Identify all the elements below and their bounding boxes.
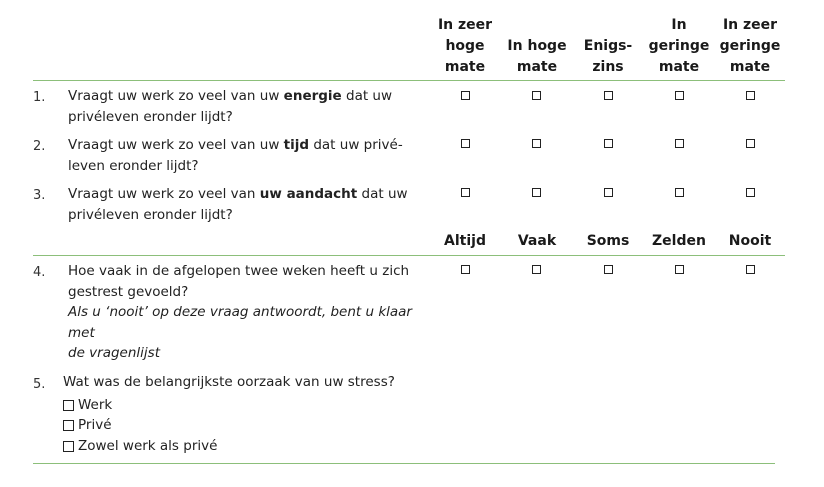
- header-zelden: Zelden: [652, 233, 706, 249]
- header-enigszins: Enigs- zins: [583, 38, 633, 75]
- q2-option-in-geringe-mate[interactable]: [675, 139, 684, 148]
- q1-option-in-geringe-mate[interactable]: [675, 91, 684, 100]
- question-5-number: 5.: [33, 377, 46, 392]
- q4-option-nooit[interactable]: [746, 265, 755, 274]
- question-2-number: 2.: [33, 139, 46, 154]
- header-soms: Soms: [586, 233, 630, 249]
- checkbox-icon[interactable]: [63, 420, 74, 431]
- q2-option-in-hoge-mate[interactable]: [532, 139, 541, 148]
- q1-option-in-hoge-mate[interactable]: [532, 91, 541, 100]
- header-in-hoge-mate: In hoge mate: [507, 38, 567, 75]
- checkbox-icon[interactable]: [63, 400, 74, 411]
- q2-option-in-zeer-geringe-mate[interactable]: [746, 139, 755, 148]
- header-in-zeer-geringe-mate: In zeer geringe mate: [719, 17, 781, 75]
- header-altijd: Altijd: [444, 233, 486, 249]
- question-1-text: Vraagt uw werk zo veel van uw energie dat uw privéleven eronder lijdt?: [68, 88, 393, 125]
- q3-option-enigszins[interactable]: [604, 188, 613, 197]
- header-vaak: Vaak: [517, 233, 557, 249]
- rule-bottom: [33, 463, 775, 464]
- header-in-zeer-hoge-mate: In zeer hoge mate: [437, 17, 493, 75]
- q5-option-werk-en-prive[interactable]: Zowel werk als privé: [63, 436, 217, 456]
- q2-option-in-zeer-hoge-mate[interactable]: [461, 139, 470, 148]
- question-4-text: Hoe vaak in de afgelopen twee weken heeft u zich gestrest gevoeld? Als u ‘nooit’ op deze vraag antwoordt, bent u klaar met de vragenlijst: [68, 261, 428, 364]
- question-2-text: Vraagt uw werk zo veel van uw tijd dat uw privé- leven eronder lijdt?: [68, 137, 403, 174]
- q3-option-in-zeer-geringe-mate[interactable]: [746, 188, 755, 197]
- question-4-note: Als u ‘nooit’ op deze vraag antwoordt, bent u klaar met de vragenlijst: [68, 304, 412, 361]
- question-1-number: 1.: [33, 90, 46, 105]
- rule-middle: [33, 255, 785, 256]
- question-3-text: Vraagt uw werk zo veel van uw aandacht dat uw privéleven eronder lijdt?: [68, 186, 408, 223]
- q1-option-in-zeer-hoge-mate[interactable]: [461, 91, 470, 100]
- q3-option-in-zeer-hoge-mate[interactable]: [461, 188, 470, 197]
- q4-option-vaak[interactable]: [532, 265, 541, 274]
- q4-option-altijd[interactable]: [461, 265, 470, 274]
- q5-option-werk[interactable]: Werk: [63, 395, 112, 415]
- question-4-number: 4.: [33, 265, 46, 280]
- checkbox-icon[interactable]: [63, 441, 74, 452]
- rule-top: [33, 80, 785, 81]
- q3-option-in-geringe-mate[interactable]: [675, 188, 684, 197]
- header-nooit: Nooit: [728, 233, 772, 249]
- question-3-number: 3.: [33, 188, 46, 203]
- q4-option-soms[interactable]: [604, 265, 613, 274]
- q3-option-in-hoge-mate[interactable]: [532, 188, 541, 197]
- q1-option-in-zeer-geringe-mate[interactable]: [746, 91, 755, 100]
- question-5-text: Wat was de belangrijkste oorzaak van uw stress?: [63, 374, 395, 390]
- q5-option-prive[interactable]: Privé: [63, 415, 112, 435]
- q4-option-zelden[interactable]: [675, 265, 684, 274]
- q2-option-enigszins[interactable]: [604, 139, 613, 148]
- q1-option-enigszins[interactable]: [604, 91, 613, 100]
- header-in-geringe-mate: In geringe mate: [648, 17, 710, 75]
